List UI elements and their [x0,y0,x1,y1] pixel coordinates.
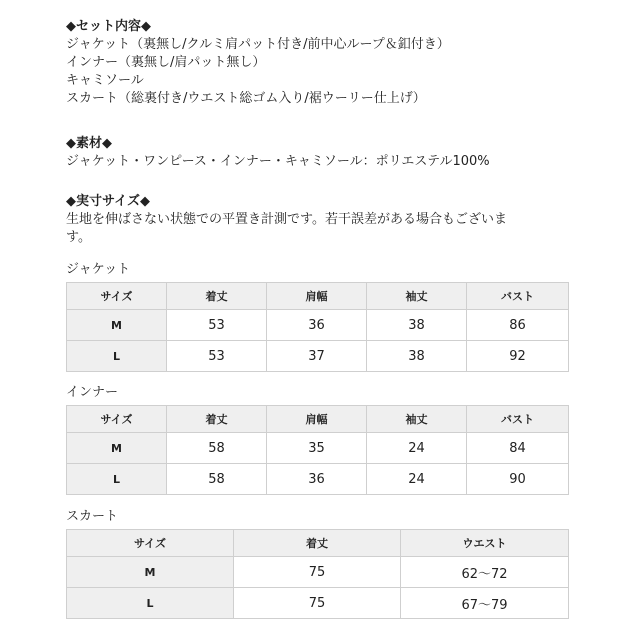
size-cell: M [67,557,234,588]
table-cell: 37 [267,341,367,372]
table-cell: 92 [467,341,569,372]
inner-caption: インナー [66,385,119,400]
table-cell: 36 [267,464,367,495]
header-length: 着丈 [167,283,267,310]
table-cell: 84 [467,433,569,464]
table-cell: 58 [167,464,267,495]
table-cell: 36 [267,310,367,341]
jacket-caption: ジャケット [66,262,131,277]
set-item-jacket: ジャケット（裏無し/クルミ肩パット付き/前中心ループ＆釦付き） [66,37,450,52]
table-cell: 38 [367,341,467,372]
size-cell: L [67,464,167,495]
material-section [66,135,490,171]
header-size: サイズ [67,530,234,557]
table-cell: 24 [367,433,467,464]
measurement-note-line1: 生地を伸ばさない状態での平置き計測です。若干誤差がある場合もございま [66,212,507,227]
table-cell: 75 [234,557,401,588]
table-row [67,341,569,372]
table-cell: 86 [467,310,569,341]
header-shoulder: 肩幅 [267,283,367,310]
table-cell: 35 [267,433,367,464]
header-length: 着丈 [234,530,401,557]
header-size: サイズ [67,406,167,433]
skirt-size-table [66,529,569,619]
header-bust: バスト [467,283,569,310]
table-row [67,464,569,495]
header-size: サイズ [67,283,167,310]
table-header-row [67,530,569,557]
size-cell: M [67,310,167,341]
table-cell: 90 [467,464,569,495]
material-text: ジャケット・ワンピース・インナー・キャミソール：ポリエステル100% [66,154,490,169]
table-row [67,433,569,464]
header-waist: ウエスト [401,530,569,557]
size-cell: L [67,588,234,619]
table-cell: 67〜79 [401,588,569,619]
table-header-row [67,406,569,433]
jacket-size-table [66,282,569,372]
set-contents-section [66,18,450,108]
header-shoulder: 肩幅 [267,406,367,433]
table-cell: 58 [167,433,267,464]
header-sleeve: 袖丈 [367,283,467,310]
table-cell: 62〜72 [401,557,569,588]
table-cell: 38 [367,310,467,341]
material-heading: ◆素材◆ [66,136,112,151]
measurement-section [66,193,507,247]
size-cell: L [67,341,167,372]
measurement-note-line2: す。 [66,230,91,245]
set-item-skirt: スカート（総裏付き/ウエスト総ゴム入り/裾ウーリー仕上げ） [66,91,426,106]
set-contents-heading: ◆セット内容◆ [66,19,151,34]
header-sleeve: 袖丈 [367,406,467,433]
table-cell: 75 [234,588,401,619]
header-length: 着丈 [167,406,267,433]
table-row [67,588,569,619]
table-cell: 24 [367,464,467,495]
size-cell: M [67,433,167,464]
header-bust: バスト [467,406,569,433]
table-cell: 53 [167,341,267,372]
inner-size-table [66,405,569,495]
table-cell: 53 [167,310,267,341]
set-item-inner: インナー（裏無し/肩パット無し） [66,55,266,70]
set-item-camisole: キャミソール [66,73,144,88]
skirt-caption: スカート [66,509,119,524]
table-header-row [67,283,569,310]
table-row [67,310,569,341]
table-row [67,557,569,588]
measurement-heading: ◆実寸サイズ◆ [66,194,150,209]
